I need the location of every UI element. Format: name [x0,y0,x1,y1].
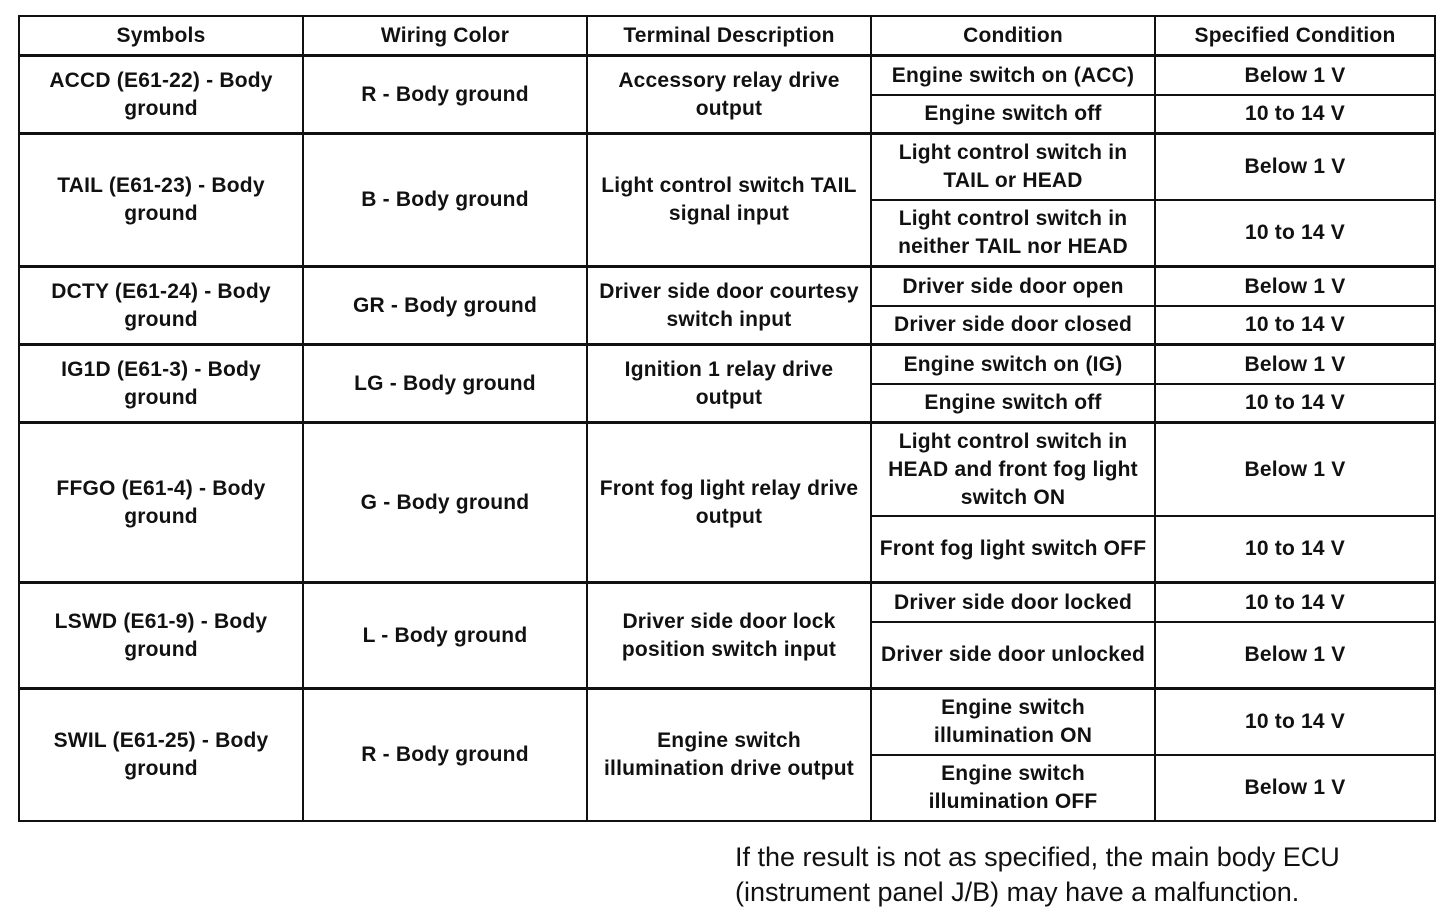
description-cell: Driver side door courtesy switch input [587,267,871,345]
specified-cell: Below 1 V [1155,622,1435,689]
specified-cell: Below 1 V [1155,134,1435,201]
condition-cell: Driver side door open [871,267,1155,307]
table-row [19,345,1435,385]
table-row [19,267,1435,307]
condition-cell: Front fog light switch OFF [871,516,1155,583]
symbol-cell: SWIL (E61-25) - Body ground [19,689,303,822]
condition-cell: Light control switch in neither TAIL nor HEAD [871,200,1155,267]
table-row [19,134,1435,201]
symbol-cell: ACCD (E61-22) - Body ground [19,56,303,134]
wiring-cell: R - Body ground [303,689,587,822]
malfunction-note [735,840,1340,910]
specified-cell: 10 to 14 V [1155,516,1435,583]
condition-cell: Engine switch illumination ON [871,689,1155,756]
condition-cell: Driver side door unlocked [871,622,1155,689]
note-line-1: If the result is not as specified, the main body ECU [735,842,1340,872]
table-row [19,583,1435,623]
specified-cell: Below 1 V [1155,423,1435,517]
description-cell: Ignition 1 relay drive output [587,345,871,423]
wiring-cell: B - Body ground [303,134,587,267]
table-row [19,689,1435,756]
terminal-spec-table [18,15,1436,822]
wiring-cell: L - Body ground [303,583,587,689]
table-row [19,423,1435,517]
specified-cell: 10 to 14 V [1155,306,1435,345]
symbol-cell: FFGO (E61-4) - Body ground [19,423,303,583]
condition-cell: Engine switch off [871,384,1155,423]
description-cell: Light control switch TAIL signal input [587,134,871,267]
symbol-cell: LSWD (E61-9) - Body ground [19,583,303,689]
condition-cell: Engine switch illumination OFF [871,755,1155,821]
specified-cell: Below 1 V [1155,267,1435,307]
table-row [19,56,1435,96]
header-symbols: Symbols [19,16,303,56]
symbol-cell: TAIL (E61-23) - Body ground [19,134,303,267]
condition-cell: Light control switch in TAIL or HEAD [871,134,1155,201]
wiring-cell: R - Body ground [303,56,587,134]
header-condition: Condition [871,16,1155,56]
symbol-cell: DCTY (E61-24) - Body ground [19,267,303,345]
specified-cell: Below 1 V [1155,755,1435,821]
table-header-row [19,16,1435,56]
specified-cell: 10 to 14 V [1155,583,1435,623]
specified-cell: 10 to 14 V [1155,200,1435,267]
header-terminal-description: Terminal Description [587,16,871,56]
description-cell: Engine switch illumination drive output [587,689,871,822]
description-cell: Driver side door lock position switch input [587,583,871,689]
specified-cell: 10 to 14 V [1155,384,1435,423]
condition-cell: Driver side door closed [871,306,1155,345]
header-wiring-color: Wiring Color [303,16,587,56]
specified-cell: 10 to 14 V [1155,95,1435,134]
condition-cell: Driver side door locked [871,583,1155,623]
description-cell: Accessory relay drive output [587,56,871,134]
wiring-cell: GR - Body ground [303,267,587,345]
condition-cell: Engine switch on (IG) [871,345,1155,385]
condition-cell: Engine switch off [871,95,1155,134]
specified-cell: Below 1 V [1155,56,1435,96]
header-specified-condition: Specified Condition [1155,16,1435,56]
condition-cell: Light control switch in HEAD and front fog light switch ON [871,423,1155,517]
specified-cell: 10 to 14 V [1155,689,1435,756]
specified-cell: Below 1 V [1155,345,1435,385]
wiring-cell: G - Body ground [303,423,587,583]
description-cell: Front fog light relay drive output [587,423,871,583]
note-line-2: (instrument panel J/B) may have a malfunction. [735,877,1300,907]
symbol-cell: IG1D (E61-3) - Body ground [19,345,303,423]
wiring-cell: LG - Body ground [303,345,587,423]
condition-cell: Engine switch on (ACC) [871,56,1155,96]
